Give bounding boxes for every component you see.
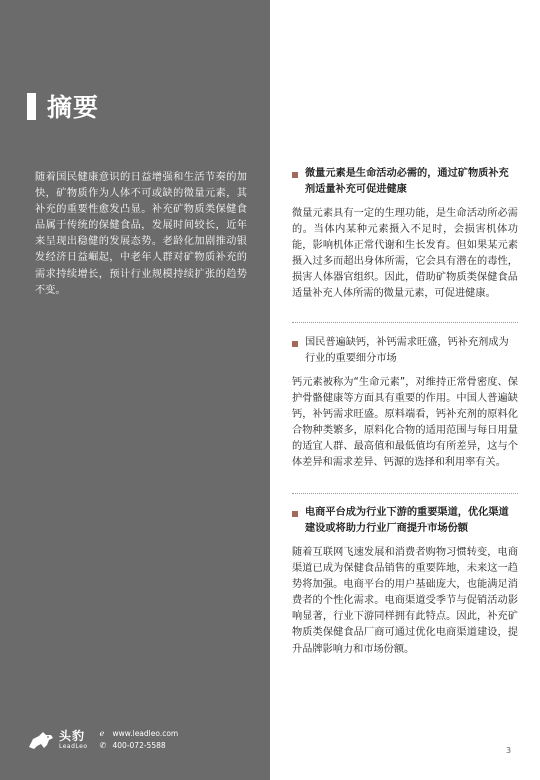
square-bullet-icon (292, 172, 298, 178)
section-1-title: 微量元素是生命活动必需的，通过矿物质补充剂适量补充可促进健康 (305, 168, 509, 195)
section-1-heading (292, 166, 518, 198)
section-3-body: 随着互联网飞速发展和消费者购物习惯转变，电商渠道已成为保健食品销售的重要阵地，未来这一趋势将加强。电商平台的用户基础庞大，也能满足消费者的个性化需求。电商渠道受季节与促销活动影响显著，行业下游同样拥有此特点。因此，补充矿物质类保健食品厂商可通过优化电商渠道建设，提升品牌影响力和市场份额。 (292, 547, 518, 655)
phone-number: 400-072-5588 (112, 741, 166, 750)
footer-brand (27, 728, 178, 752)
phone-icon: ✆ (99, 741, 107, 750)
section-1-body: 微量元素具有一定的生理功能，是生命活动所必需的。当体内某种元素摄入不足时，会损害机体功能，影响机体正常代谢和生长发育。但如果某元素摄入过多而超出身体所需，它会具有潜在的毒性，损害人体器官组织。因此，借助矿物质类保健食品适量补充人体所需的微量元素，可促进健康。 (292, 208, 518, 300)
section-2-heading (292, 335, 518, 367)
summary-paragraph: 随着国民健康意识的日益增强和生活节奏的加快，矿物质作为人体不可或缺的微量元素，其补充的重要性愈发凸显。补充矿物质类保健食品属于传统的保健食品，发展时间较长，近年来呈现出稳健的发展态势。老龄化加剧推动银发经济日益崛起，中老年人群对矿物质补充的需求持续增长，预计行业规模持续扩张的趋势不变。 (35, 172, 247, 296)
logo-chinese-name: 头豹 (59, 728, 86, 743)
leopard-logo-icon (27, 729, 55, 751)
square-bullet-icon (292, 511, 298, 517)
section-2-title: 国民普遍缺钙，补钙需求旺盛，钙补充剂成为行业的重要细分市场 (305, 337, 509, 364)
website-link[interactable]: www.leadleo.com (112, 729, 179, 738)
section-3-heading (292, 505, 518, 537)
logo-wordmark (59, 730, 88, 751)
website-row (100, 728, 179, 740)
contact-info (100, 728, 179, 752)
phone-row (100, 740, 179, 752)
page-title-text: 摘要 (47, 93, 100, 122)
divider-2 (292, 493, 518, 494)
title-accent-bar (27, 93, 36, 120)
page-number: 3 (506, 746, 512, 755)
divider-1 (292, 322, 518, 323)
section-3-title: 电商平台成为行业下游的重要渠道，优化渠道建设或将助力行业厂商提升市场份额 (305, 507, 509, 534)
section-3 (292, 505, 518, 658)
logo-english-name: LeadLeo (59, 742, 88, 750)
section-1 (292, 166, 518, 303)
page-title (27, 88, 99, 124)
web-e-icon: ℯ (99, 729, 105, 738)
section-2 (292, 335, 518, 472)
square-bullet-icon (292, 341, 298, 347)
section-2-body: 钙元素被称为“生命元素”，对维持正常骨密度、保护骨骼健康等方面具有重要的作用。中国人普遍缺钙，补钙需求旺盛。原料端看，钙补充剂的原料化合物种类繁多，原料化合物的适用范围与每日用量的适宜人群、最高值和最低值均有所差异，这与个体差异和需求差异、钙源的选择和利用率有关。 (292, 377, 518, 469)
